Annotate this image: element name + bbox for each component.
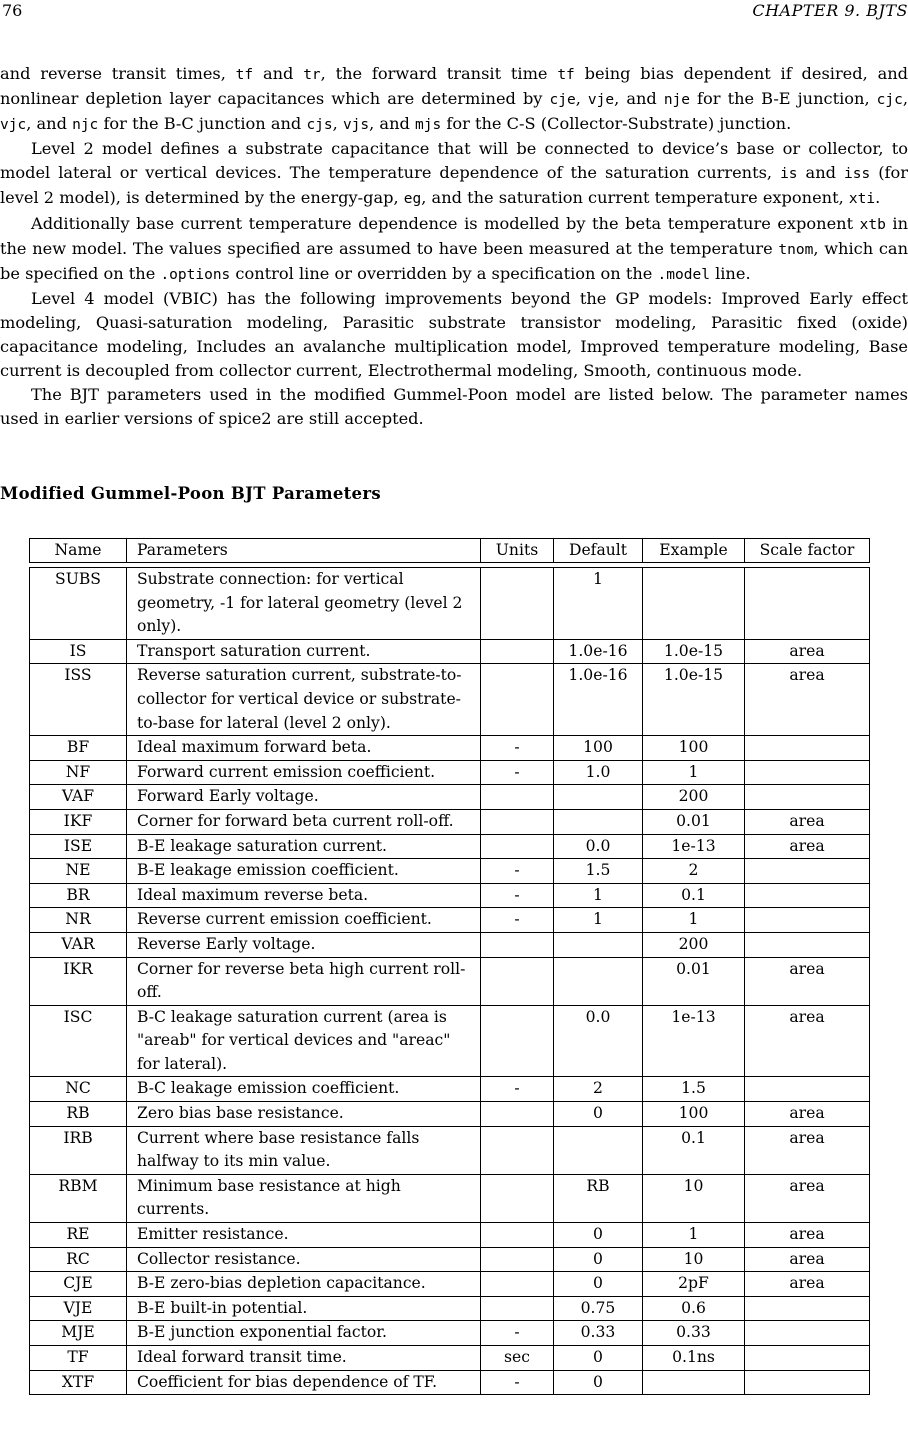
param-units-cell: - <box>481 1077 554 1102</box>
param-description-cell: B-E built-in potential. <box>127 1296 481 1321</box>
param-units-cell: - <box>481 1321 554 1346</box>
param-name-cell: RC <box>30 1247 127 1272</box>
param-example-cell: 2pF <box>643 1272 745 1297</box>
table-row <box>30 736 870 761</box>
page-header <box>0 0 908 22</box>
param-scale-cell: area <box>745 1126 870 1174</box>
param-name-cell: RBM <box>30 1174 127 1222</box>
paragraph <box>0 287 908 383</box>
param-scale-cell <box>745 736 870 761</box>
param-example-cell: 0.1ns <box>643 1346 745 1371</box>
param-scale-cell <box>745 883 870 908</box>
param-description-cell: Ideal forward transit time. <box>127 1346 481 1371</box>
param-name-cell: XTF <box>30 1370 127 1395</box>
param-description-cell: Forward current emission coefficient. <box>127 760 481 785</box>
param-name-cell: IKF <box>30 809 127 834</box>
table-header-row <box>30 539 870 563</box>
table-body <box>30 568 870 1395</box>
param-name-cell: ISC <box>30 1005 127 1077</box>
param-default-cell: 0 <box>554 1272 643 1297</box>
param-example-cell: 1.5 <box>643 1077 745 1102</box>
table-row <box>30 639 870 664</box>
param-units-cell <box>481 1296 554 1321</box>
inline-code: vje <box>587 92 615 109</box>
param-default-cell <box>554 785 643 810</box>
param-description-cell: B-C leakage saturation current (area is "areab" for vertical devices and "areac" for lateral). <box>127 1005 481 1077</box>
param-description-cell: B-E leakage saturation current. <box>127 834 481 859</box>
param-scale-cell <box>745 568 870 640</box>
param-name-cell: VAR <box>30 932 127 957</box>
param-name-cell: MJE <box>30 1321 127 1346</box>
param-units-cell <box>481 568 554 640</box>
inline-code: njc <box>72 117 99 134</box>
param-default-cell: 0 <box>554 1223 643 1248</box>
param-description-cell: Coefficient for bias dependence of TF. <box>127 1370 481 1395</box>
column-header: Scale factor <box>745 539 870 563</box>
param-scale-cell: area <box>745 1247 870 1272</box>
paragraph <box>0 212 908 287</box>
table-row <box>30 1370 870 1395</box>
param-units-cell <box>481 664 554 736</box>
param-name-cell: TF <box>30 1346 127 1371</box>
inline-code: vjc <box>0 117 27 134</box>
param-example-cell: 1 <box>643 1223 745 1248</box>
section-heading: Modified Gummel-Poon BJT Parameters <box>0 484 381 503</box>
param-description-cell: Ideal maximum forward beta. <box>127 736 481 761</box>
inline-code: nje <box>663 92 691 109</box>
param-scale-cell <box>745 760 870 785</box>
column-header: Name <box>30 539 127 563</box>
param-default-cell: 0 <box>554 1346 643 1371</box>
param-example-cell: 1e-13 <box>643 834 745 859</box>
table-row <box>30 1005 870 1077</box>
param-name-cell: IS <box>30 639 127 664</box>
text-run: , <box>332 114 343 134</box>
param-description-cell: Collector resistance. <box>127 1247 481 1272</box>
text-run: for the B-E junction, <box>690 89 877 109</box>
param-description-cell: B-C leakage emission coefficient. <box>127 1077 481 1102</box>
table-row <box>30 809 870 834</box>
inline-code: is <box>780 166 798 183</box>
text-run: , and <box>614 89 664 109</box>
text-run: for the B-C junction and <box>98 114 307 134</box>
param-scale-cell <box>745 932 870 957</box>
table-row <box>30 1077 870 1102</box>
text-run: , and the saturation current temperature exponent, <box>421 188 849 208</box>
param-example-cell: 1 <box>643 908 745 933</box>
param-description-cell: Reverse current emission coefficient. <box>127 908 481 933</box>
param-example-cell: 0.6 <box>643 1296 745 1321</box>
text-run: for the C-S (Collector-Substrate) junction. <box>441 114 792 134</box>
table-row <box>30 932 870 957</box>
text-run: in the new model. The values specified are assumed to have been measured at the temperature <box>0 213 908 258</box>
param-description-cell: Transport saturation current. <box>127 639 481 664</box>
param-default-cell: 0.33 <box>554 1321 643 1346</box>
table-row <box>30 1296 870 1321</box>
text-run: The BJT parameters used in the modified Gummel-Poon model are listed below. The parameter names used in earlier versions of spice2 are still accepted. <box>0 385 908 429</box>
table-row <box>30 908 870 933</box>
param-name-cell: RB <box>30 1102 127 1127</box>
inline-code: tr <box>303 67 321 83</box>
inline-code: eg <box>403 191 422 208</box>
param-units-cell <box>481 1223 554 1248</box>
param-example-cell: 1.0e-15 <box>643 639 745 664</box>
param-units-cell: - <box>481 908 554 933</box>
param-default-cell: 1 <box>554 883 643 908</box>
text-run: , and <box>26 114 73 134</box>
text-run: Additionally base current temperature dependence is modelled by the beta temperature exponent <box>31 213 860 233</box>
param-default-cell: 1.0e-16 <box>554 639 643 664</box>
table-row <box>30 1102 870 1127</box>
param-default-cell: 1.5 <box>554 859 643 884</box>
param-name-cell: VAF <box>30 785 127 810</box>
param-name-cell: RE <box>30 1223 127 1248</box>
param-default-cell: 0.0 <box>554 1005 643 1077</box>
param-example-cell: 1 <box>643 760 745 785</box>
param-example-cell: 1e-13 <box>643 1005 745 1077</box>
param-units-cell <box>481 1102 554 1127</box>
param-example-cell: 0.33 <box>643 1321 745 1346</box>
table-row <box>30 1272 870 1297</box>
param-example-cell <box>643 568 745 640</box>
param-name-cell: NE <box>30 859 127 884</box>
body-text <box>0 62 908 431</box>
text-run: Level 4 model (VBIC) has the following improvements beyond the GP models: Improved Early effect modeling, Quasi-saturation modeling, Parasitic substrate transistor modeling, Parasitic fixed (oxide) capacitance modeling, Includes an avalanche multiplication model, Improved temperature modeling, Base current is decoupled from collector current, Electrothermal modeling, Smooth, continuous mode. <box>0 288 908 381</box>
inline-code: tf <box>235 67 254 83</box>
param-default-cell <box>554 932 643 957</box>
param-description-cell: Forward Early voltage. <box>127 785 481 810</box>
param-units-cell: - <box>481 1370 554 1395</box>
parameter-table <box>29 538 870 1395</box>
param-default-cell: 0 <box>554 1370 643 1395</box>
table-row <box>30 957 870 1005</box>
param-example-cell: 2 <box>643 859 745 884</box>
param-units-cell <box>481 957 554 1005</box>
table-row <box>30 1321 870 1346</box>
param-name-cell: IKR <box>30 957 127 1005</box>
inline-code: iss <box>844 166 871 183</box>
param-description-cell: Minimum base resistance at high currents. <box>127 1174 481 1222</box>
param-scale-cell <box>745 1296 870 1321</box>
text-run: and reverse transit times, <box>0 64 236 83</box>
param-name-cell: ISE <box>30 834 127 859</box>
table-row <box>30 1126 870 1174</box>
param-scale-cell <box>745 908 870 933</box>
param-name-cell: ISS <box>30 664 127 736</box>
inline-code: tf <box>557 67 575 83</box>
param-units-cell: - <box>481 859 554 884</box>
param-example-cell: 0.1 <box>643 1126 745 1174</box>
param-default-cell: RB <box>554 1174 643 1222</box>
param-units-cell <box>481 1005 554 1077</box>
param-default-cell: 0 <box>554 1247 643 1272</box>
inline-code: cjc <box>876 92 903 109</box>
paragraph <box>0 62 908 137</box>
param-scale-cell <box>745 1321 870 1346</box>
table-row <box>30 785 870 810</box>
param-units-cell <box>481 932 554 957</box>
text-run: , which can be specified on the <box>0 238 908 283</box>
table-row <box>30 1223 870 1248</box>
table-row <box>30 834 870 859</box>
param-default-cell <box>554 1126 643 1174</box>
text-run: and <box>253 64 304 83</box>
inline-code: .model <box>657 266 710 283</box>
param-name-cell: CJE <box>30 1272 127 1297</box>
param-example-cell: 100 <box>643 1102 745 1127</box>
param-units-cell: - <box>481 760 554 785</box>
param-default-cell: 0.0 <box>554 834 643 859</box>
param-units-cell <box>481 1247 554 1272</box>
param-description-cell: Reverse saturation current, substrate-to-collector for vertical device or substrate-to-base for lateral (level 2 only). <box>127 664 481 736</box>
param-default-cell: 1 <box>554 568 643 640</box>
text-run: Level 2 model defines a substrate capacitance that will be connected to device’s base or collector, to model lateral or vertical devices. The temperature dependence of the saturation currents, <box>0 139 908 183</box>
param-description-cell: Emitter resistance. <box>127 1223 481 1248</box>
param-scale-cell: area <box>745 1272 870 1297</box>
text-run: , <box>575 89 588 109</box>
param-default-cell: 0.75 <box>554 1296 643 1321</box>
param-example-cell: 1.0e-15 <box>643 664 745 736</box>
inline-code: xtb <box>859 216 886 233</box>
param-name-cell: BF <box>30 736 127 761</box>
table-row <box>30 1174 870 1222</box>
inline-code: xti <box>848 191 876 208</box>
column-header: Example <box>643 539 745 563</box>
text-run: , <box>902 89 908 109</box>
param-units-cell <box>481 1272 554 1297</box>
table-row <box>30 568 870 640</box>
param-default-cell: 1 <box>554 908 643 933</box>
param-description-cell: Corner for forward beta current roll-off. <box>127 809 481 834</box>
param-description-cell: B-E zero-bias depletion capacitance. <box>127 1272 481 1297</box>
param-units-cell <box>481 809 554 834</box>
inline-code: cjs <box>306 117 333 134</box>
param-scale-cell: area <box>745 664 870 736</box>
param-default-cell: 1.0e-16 <box>554 664 643 736</box>
param-units-cell <box>481 1174 554 1222</box>
table-row <box>30 760 870 785</box>
param-scale-cell <box>745 1370 870 1395</box>
param-default-cell: 0 <box>554 1102 643 1127</box>
text-run: control line or overridden by a specification on the <box>230 263 658 283</box>
param-default-cell: 2 <box>554 1077 643 1102</box>
param-scale-cell: area <box>745 1102 870 1127</box>
param-description-cell: B-E leakage emission coefficient. <box>127 859 481 884</box>
param-units-cell <box>481 1126 554 1174</box>
column-header: Parameters <box>127 539 481 563</box>
param-default-cell: 100 <box>554 736 643 761</box>
chapter-title: CHAPTER 9. BJTS <box>752 1 908 20</box>
param-name-cell: SUBS <box>30 568 127 640</box>
param-example-cell: 200 <box>643 932 745 957</box>
param-scale-cell: area <box>745 957 870 1005</box>
param-units-cell <box>481 834 554 859</box>
param-scale-cell: area <box>745 1223 870 1248</box>
param-units-cell <box>481 785 554 810</box>
param-units-cell: - <box>481 736 554 761</box>
inline-code: tnom <box>778 241 814 258</box>
column-header: Units <box>481 539 554 563</box>
param-example-cell <box>643 1370 745 1395</box>
param-default-cell <box>554 957 643 1005</box>
table-row <box>30 664 870 736</box>
param-scale-cell: area <box>745 834 870 859</box>
inline-code: vjs <box>342 117 370 134</box>
param-units-cell: sec <box>481 1346 554 1371</box>
table-row <box>30 883 870 908</box>
param-example-cell: 0.01 <box>643 957 745 1005</box>
page-number: 76 <box>2 1 23 20</box>
table-row <box>30 1346 870 1371</box>
param-example-cell: 100 <box>643 736 745 761</box>
text-run: . <box>875 188 881 208</box>
param-default-cell <box>554 809 643 834</box>
param-units-cell: - <box>481 883 554 908</box>
param-example-cell: 0.1 <box>643 883 745 908</box>
table-row <box>30 859 870 884</box>
text-run: being bias dependent if desired, and nonlinear depletion layer capacitances which are determined by <box>0 64 908 109</box>
param-scale-cell: area <box>745 809 870 834</box>
text-run: (for level 2 model), is determined by the energy-gap, <box>0 163 908 208</box>
param-name-cell: NF <box>30 760 127 785</box>
param-default-cell: 1.0 <box>554 760 643 785</box>
text-run: line. <box>709 263 751 283</box>
param-scale-cell: area <box>745 1005 870 1077</box>
param-example-cell: 200 <box>643 785 745 810</box>
inline-code: cje <box>549 92 576 109</box>
param-scale-cell <box>745 1077 870 1102</box>
column-header: Default <box>554 539 643 563</box>
param-name-cell: NC <box>30 1077 127 1102</box>
param-example-cell: 10 <box>643 1247 745 1272</box>
param-description-cell: Substrate connection: for vertical geometry, -1 for lateral geometry (level 2 only). <box>127 568 481 640</box>
param-scale-cell <box>745 859 870 884</box>
param-description-cell: Ideal maximum reverse beta. <box>127 883 481 908</box>
param-description-cell: Reverse Early voltage. <box>127 932 481 957</box>
param-name-cell: IRB <box>30 1126 127 1174</box>
text-run: and <box>797 163 844 183</box>
param-name-cell: NR <box>30 908 127 933</box>
param-description-cell: B-E junction exponential factor. <box>127 1321 481 1346</box>
param-scale-cell <box>745 785 870 810</box>
param-scale-cell: area <box>745 639 870 664</box>
param-description-cell: Corner for reverse beta high current roll-off. <box>127 957 481 1005</box>
paragraph <box>0 383 908 431</box>
param-name-cell: BR <box>30 883 127 908</box>
table-row <box>30 1247 870 1272</box>
param-example-cell: 0.01 <box>643 809 745 834</box>
inline-code: mjs <box>415 117 442 134</box>
param-units-cell <box>481 639 554 664</box>
paragraph <box>0 137 908 211</box>
inline-code: .options <box>160 266 231 283</box>
param-description-cell: Current where base resistance falls halfway to its min value. <box>127 1126 481 1174</box>
param-scale-cell <box>745 1346 870 1371</box>
param-example-cell: 10 <box>643 1174 745 1222</box>
param-description-cell: Zero bias base resistance. <box>127 1102 481 1127</box>
param-scale-cell: area <box>745 1174 870 1222</box>
param-name-cell: VJE <box>30 1296 127 1321</box>
text-run: , the forward transit time <box>320 64 558 83</box>
text-run: , and <box>369 114 416 134</box>
